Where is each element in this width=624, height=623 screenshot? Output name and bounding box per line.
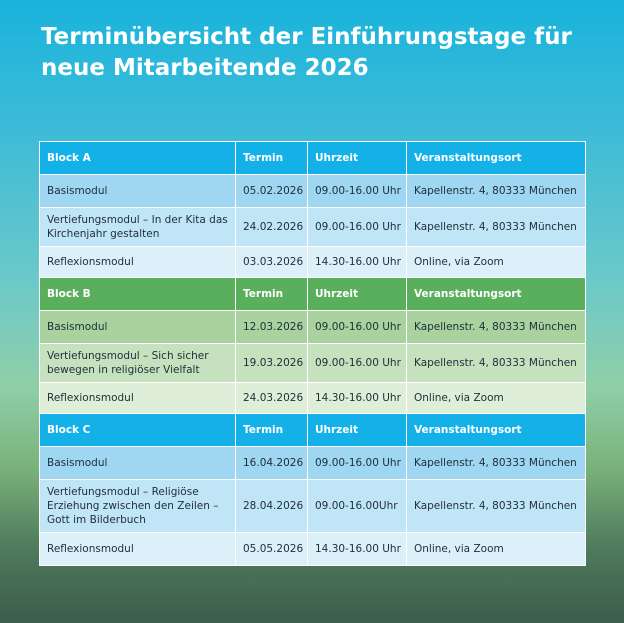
ort-cell: Online, via Zoom [407,383,586,414]
termin-cell: 24.03.2026 [236,383,308,414]
ort-cell: Online, via Zoom [407,533,586,566]
table-row [40,480,586,533]
uhrzeit-cell: 14.30-16.00 Uhr [308,247,407,278]
modul-cell: Reflexionsmodul [40,533,236,566]
uhrzeit-cell: 09.00-16.00 Uhr [308,447,407,480]
block-b [40,278,586,414]
ort-cell: Kapellenstr. 4, 80333 München [407,208,586,247]
block-name: Block C [40,414,236,447]
termin-cell: 05.02.2026 [236,175,308,208]
modul-cell: Vertiefungsmodul – Religiöse Erziehung zwischen den Zeilen – Gott im Bilderbuch [40,480,236,533]
schedule-table [39,141,586,566]
termin-cell: 28.04.2026 [236,480,308,533]
termin-cell: 16.04.2026 [236,447,308,480]
uhrzeit-cell: 09.00-16.00 Uhr [308,344,407,383]
table-row [40,447,586,480]
ort-cell: Kapellenstr. 4, 80333 München [407,311,586,344]
ort-cell: Kapellenstr. 4, 80333 München [407,480,586,533]
modul-cell: Basismodul [40,311,236,344]
column-header-ort: Veranstaltungsort [407,278,586,311]
block-name: Block B [40,278,236,311]
block-name: Block A [40,142,236,175]
uhrzeit-cell: 14.30-16.00 Uhr [308,533,407,566]
uhrzeit-cell: 09.00-16.00 Uhr [308,311,407,344]
modul-cell: Reflexionsmodul [40,247,236,278]
column-header-uhrzeit: Uhrzeit [308,414,407,447]
block-a [40,142,586,278]
block-header-row [40,414,586,447]
column-header-ort: Veranstaltungsort [407,142,586,175]
table-row [40,208,586,247]
uhrzeit-cell: 09.00-16.00 Uhr [308,208,407,247]
uhrzeit-cell: 14.30-16.00 Uhr [308,383,407,414]
table-row [40,533,586,566]
column-header-termin: Termin [236,278,308,311]
block-c [40,414,586,566]
column-header-uhrzeit: Uhrzeit [308,278,407,311]
table-row [40,175,586,208]
column-header-termin: Termin [236,414,308,447]
modul-cell: Vertiefungsmodul – Sich sicher bewegen in religiöser Vielfalt [40,344,236,383]
column-header-ort: Veranstaltungsort [407,414,586,447]
modul-cell: Reflexionsmodul [40,383,236,414]
termin-cell: 12.03.2026 [236,311,308,344]
block-header-row [40,278,586,311]
modul-cell: Basismodul [40,175,236,208]
table-row [40,383,586,414]
termin-cell: 19.03.2026 [236,344,308,383]
table-row [40,247,586,278]
modul-cell: Vertiefungsmodul – In der Kita das Kirchenjahr gestalten [40,208,236,247]
block-header-row [40,142,586,175]
column-header-uhrzeit: Uhrzeit [308,142,407,175]
ort-cell: Kapellenstr. 4, 80333 München [407,175,586,208]
ort-cell: Kapellenstr. 4, 80333 München [407,344,586,383]
page-title: Terminübersicht der Einführungstage für neue Mitarbeitende 2026 [41,24,572,81]
modul-cell: Basismodul [40,447,236,480]
termin-cell: 05.05.2026 [236,533,308,566]
table-row [40,311,586,344]
termin-cell: 24.02.2026 [236,208,308,247]
termin-cell: 03.03.2026 [236,247,308,278]
uhrzeit-cell: 09.00-16.00 Uhr [308,175,407,208]
ort-cell: Online, via Zoom [407,247,586,278]
uhrzeit-cell: 09.00-16.00Uhr [308,480,407,533]
ort-cell: Kapellenstr. 4, 80333 München [407,447,586,480]
column-header-termin: Termin [236,142,308,175]
table-row [40,344,586,383]
